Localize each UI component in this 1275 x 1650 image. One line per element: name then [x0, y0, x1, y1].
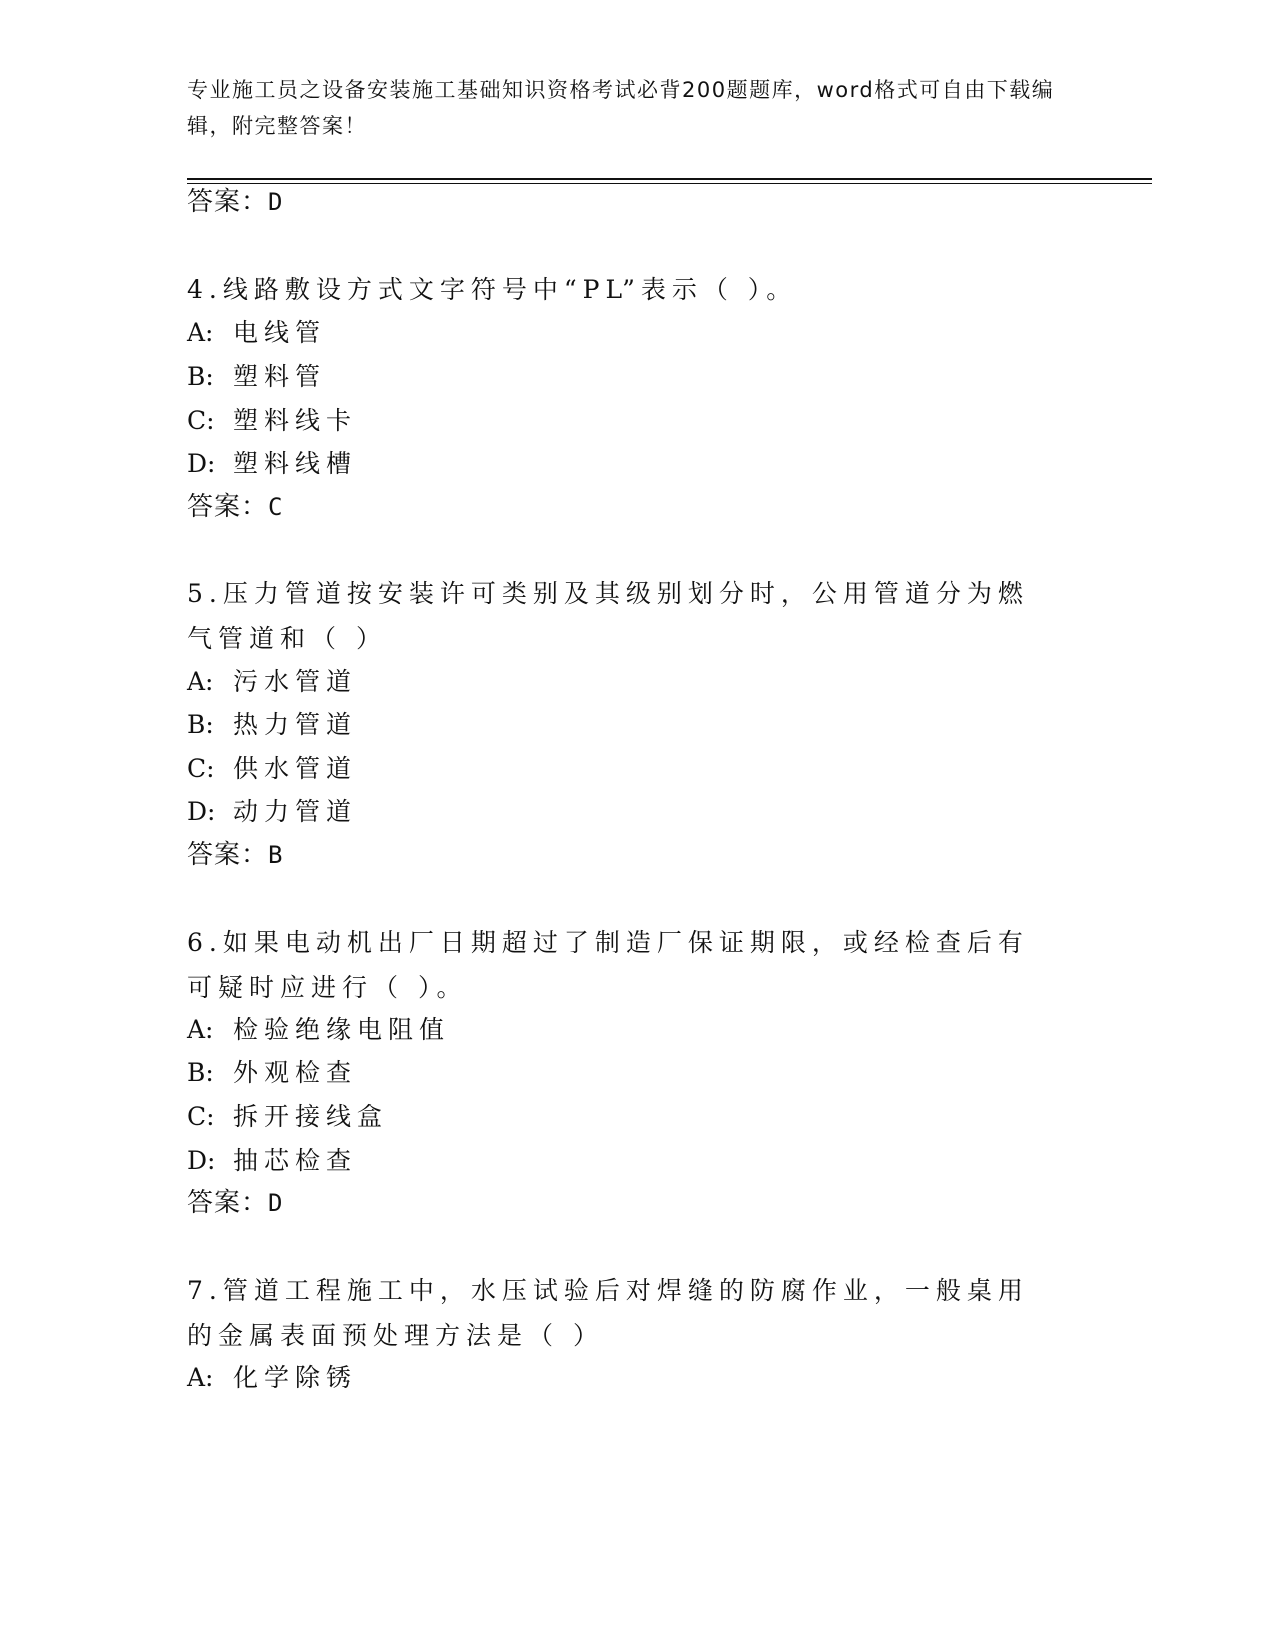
answer-value: C	[268, 493, 284, 521]
option-key: C:	[187, 406, 215, 435]
answer-value: D	[268, 188, 284, 216]
option-text: 塑料线槽	[233, 449, 358, 478]
answer-line	[187, 1187, 1067, 1219]
option-key: A:	[187, 667, 214, 696]
answer-label: 答案：	[187, 1188, 269, 1218]
option-key: D:	[187, 449, 216, 478]
option-text: 外观检查	[233, 1058, 358, 1087]
question-5: 5.压力管道按安装许可类别及其级别划分时，公用管道分为燃气管道和（ ）	[187, 579, 1029, 653]
option-key: D:	[187, 797, 216, 826]
answer-label: 答案：	[187, 187, 269, 217]
answer-value: D	[268, 1189, 284, 1217]
answer-line	[187, 186, 1067, 218]
option-key: A:	[187, 1363, 214, 1392]
answer-label: 答案：	[187, 492, 269, 522]
header-rule-thin	[187, 183, 1152, 184]
option-text: 电线管	[233, 318, 327, 347]
answer-value: B	[268, 841, 284, 869]
option-d	[187, 789, 1067, 835]
option-key: B:	[187, 1058, 214, 1087]
option-a	[187, 310, 1067, 356]
document-header: 专业施工员之设备安装施工基础知识资格考试必背200题题库，word格式可自由下载编辑，附完整答案！	[187, 78, 1055, 138]
option-text: 动力管道	[233, 797, 358, 826]
option-text: 污水管道	[233, 667, 358, 696]
question-4: 4.线路敷设方式文字符号中“PL”表示（ ）。	[187, 275, 798, 304]
option-text: 拆开接线盒	[233, 1102, 389, 1131]
option-key: B:	[187, 710, 214, 739]
option-text: 化学除锈	[233, 1363, 358, 1392]
option-b	[187, 702, 1067, 748]
option-key: B:	[187, 362, 214, 391]
option-d	[187, 1138, 1067, 1184]
option-a	[187, 1355, 1067, 1401]
option-text: 供水管道	[233, 754, 358, 783]
option-text: 抽芯检查	[233, 1146, 358, 1175]
answer-line	[187, 839, 1067, 871]
option-text: 塑料线卡	[233, 406, 358, 435]
option-key: C:	[187, 754, 215, 783]
option-d	[187, 441, 1067, 487]
option-b	[187, 354, 1067, 400]
option-key: C:	[187, 1102, 215, 1131]
option-a	[187, 1007, 1067, 1053]
answer-label: 答案：	[187, 840, 269, 870]
option-key: D:	[187, 1146, 216, 1175]
option-b	[187, 1050, 1067, 1096]
header-rule-thick	[187, 178, 1152, 180]
option-text: 热力管道	[233, 710, 358, 739]
option-key: A:	[187, 1015, 214, 1044]
question-6: 6.如果电动机出厂日期超过了制造厂保证期限，或经检查后有可疑时应进行（ ）。	[187, 928, 1029, 1002]
option-text: 塑料管	[233, 362, 327, 391]
option-key: A:	[187, 318, 214, 347]
option-c	[187, 746, 1067, 792]
option-a	[187, 659, 1067, 705]
option-c	[187, 398, 1067, 444]
answer-line	[187, 491, 1067, 523]
question-7: 7.管道工程施工中，水压试验后对焊缝的防腐作业，一般桌用的金属表面预处理方法是（ ）	[187, 1276, 1029, 1350]
option-text: 检验绝缘电阻值	[233, 1015, 451, 1044]
option-c	[187, 1094, 1067, 1140]
